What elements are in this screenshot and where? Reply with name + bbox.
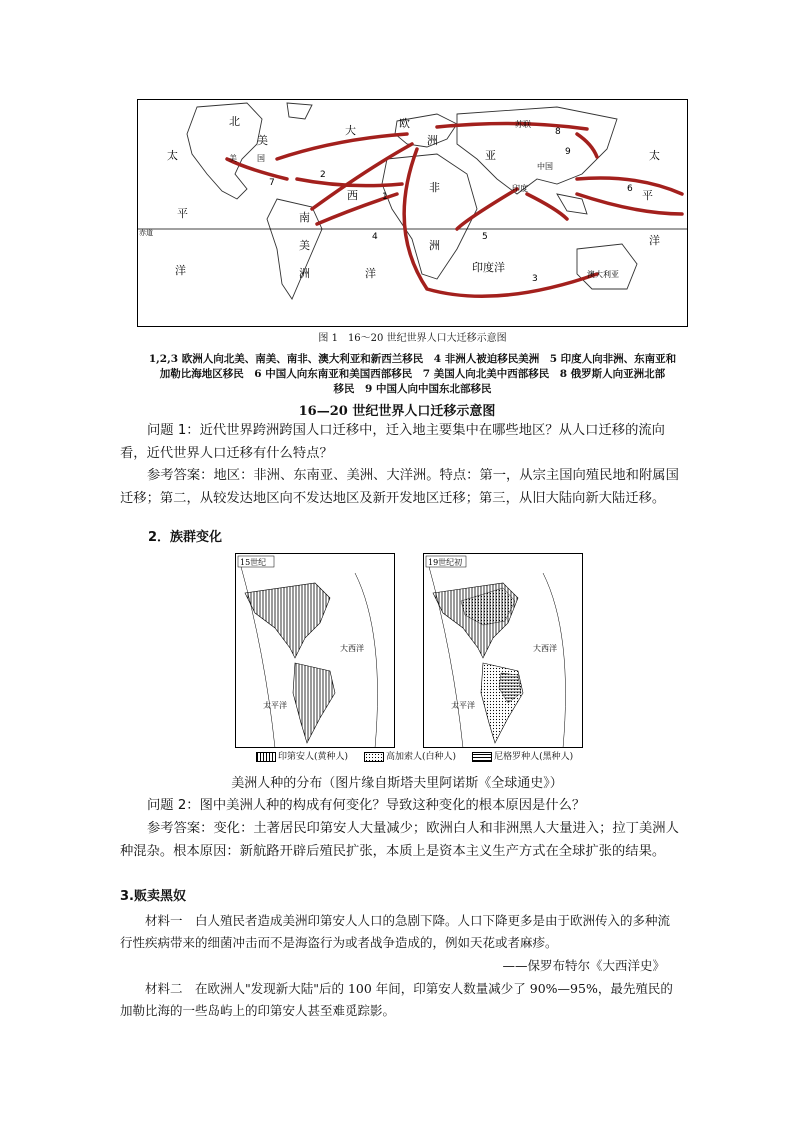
route-number: 1 (382, 192, 388, 202)
race-map-19th-century (423, 553, 583, 748)
map-label-yang2: 洋 (365, 267, 376, 280)
map-title: 16—20 世纪世界人口迁移示意图 (298, 404, 496, 419)
map-legend-line-3: 移民 9 中国人向中国东北部移民 (333, 383, 492, 395)
route-number: 7 (269, 178, 275, 188)
map-legend-line-2: 加勒比海地区移民 6 中国人向东南亚和美国西部移民 7 美国人向北美中西部移民 8 俄罗斯人向亚洲北部 (159, 368, 666, 380)
map-label-mei2: 美 (299, 239, 310, 252)
answer-1: 参考答案：地区：非洲、东南亚、美洲、大洋洲。特点：第一，从宗主国向殖民地和附属国迁移；第二，从较发达地区向不发达地区及新开发地区迁移；第三，从旧大陆向新大陆迁移。 (120, 468, 679, 506)
legend-item-white: 高加索人(白种人) (364, 749, 456, 762)
route-number: 9 (565, 147, 571, 157)
route-number: 6 (627, 184, 633, 194)
map-label-yang3: 洋 (649, 234, 660, 247)
map-label-ping: 平 (177, 207, 188, 220)
route-number: 3 (532, 274, 538, 284)
map-label-yinduyang: 印度洋 (472, 261, 505, 274)
map-label-da: 大 (345, 124, 356, 137)
race-map-right-atlantic: 大西洋 (533, 644, 557, 653)
section-2-heading: 2．族群变化 (148, 530, 223, 545)
race-map-right-tag: 19世纪初 (428, 558, 463, 567)
material-1-source: ——保罗布特尔《大西洋史》 (502, 958, 665, 973)
route-number: 2 (320, 170, 326, 180)
section-3-heading: 3.贩卖黑奴 (120, 889, 186, 904)
map-label-zhongguo: 中国 (537, 162, 553, 171)
map-label-zhou3: 洲 (299, 267, 310, 280)
race-map-legend (256, 749, 676, 762)
map-label-ou: 欧 (399, 117, 410, 130)
race-map-right-pacific: 太平洋 (451, 701, 475, 710)
map-label-tai2: 太 (649, 149, 660, 162)
map-legend-line-1: 1,2,3 欧洲人向北美、南美、南非、澳大利亚和新西兰移民 4 非洲人被迫移民美洲 5 印度人向非洲、东南亚和 (148, 353, 677, 365)
route-number: 4 (372, 232, 378, 242)
map-label-tai: 太 (167, 149, 178, 162)
map-label-yang: 洋 (175, 264, 186, 277)
map-label-fei: 非 (429, 181, 440, 194)
question-2: 问题 2：图中美洲人种的构成有何变化？导致这种变化的根本原因是什么？ (147, 798, 586, 813)
map-label-sulian: 苏联 (515, 120, 531, 129)
race-map-left-atlantic: 大西洋 (340, 644, 364, 653)
map-label-ping2: 平 (642, 189, 653, 202)
material-1: 材料一 白人殖民者造成美洲印第安人人口的急剧下降。人口下降更多是由于欧洲传入的多种流行性疾病带来的细菌冲击而不是海盗行为或者战争造成的，例如天花或者麻疹。 (120, 913, 671, 950)
answer-2: 参考答案：变化：土著居民印第安人大量减少；欧洲白人和非洲黑人大量进入；拉丁美洲人种混杂。根本原因：新航路开辟后殖民扩张，本质上是资本主义生产方式在全球扩张的结果。 (120, 821, 679, 859)
map-label-zhou: 洲 (427, 134, 438, 147)
map-label-chidao: 赤道 (139, 229, 153, 237)
material-2: 材料二 在欧洲人"发现新大陆"后的 100 年间，印第安人数量减少了 90%—95%，最先殖民的加勒比海的一些岛屿上的印第安人甚至难觅踪影。 (120, 981, 673, 1018)
map-label-nan: 南 (299, 211, 310, 224)
map-label-aodaliya: 澳大利亚 (587, 270, 619, 279)
map-label-jia: 美 (229, 154, 237, 163)
map-label-mei: 美 (257, 134, 268, 147)
question-1: 问题 1：近代世界跨洲跨国人口迁移中，迁入地主要集中在哪些地区？从人口迁移的流向看，近代世界人口迁移有什么特点？ (120, 423, 665, 461)
world-migration-map (137, 99, 688, 327)
map-label-north: 北 (229, 115, 240, 128)
race-map-left-pacific: 太平洋 (263, 701, 287, 710)
map-label-yindu: 印度 (512, 184, 528, 193)
route-number: 5 (482, 232, 488, 242)
map-label-ya: 亚 (485, 149, 496, 162)
map-label-zhou2: 洲 (429, 239, 440, 252)
legend-item-native: 印第安人(黄种人) (256, 749, 348, 762)
map-label-xi: 西 (347, 189, 358, 202)
race-map-15th-century (235, 553, 395, 748)
legend-item-black: 尼格罗种人(黑种人) (472, 749, 573, 762)
race-map-left-tag: 15世纪 (240, 558, 267, 567)
map-caption: 图 1 16～20 世纪世界人口大迁移示意图 (318, 333, 507, 344)
race-map-caption: 美洲人种的分布（图片缘自斯塔夫里阿诺斯《全球通史》） (231, 776, 563, 791)
map-label-guo: 国 (257, 154, 265, 163)
route-number: 8 (555, 127, 561, 137)
